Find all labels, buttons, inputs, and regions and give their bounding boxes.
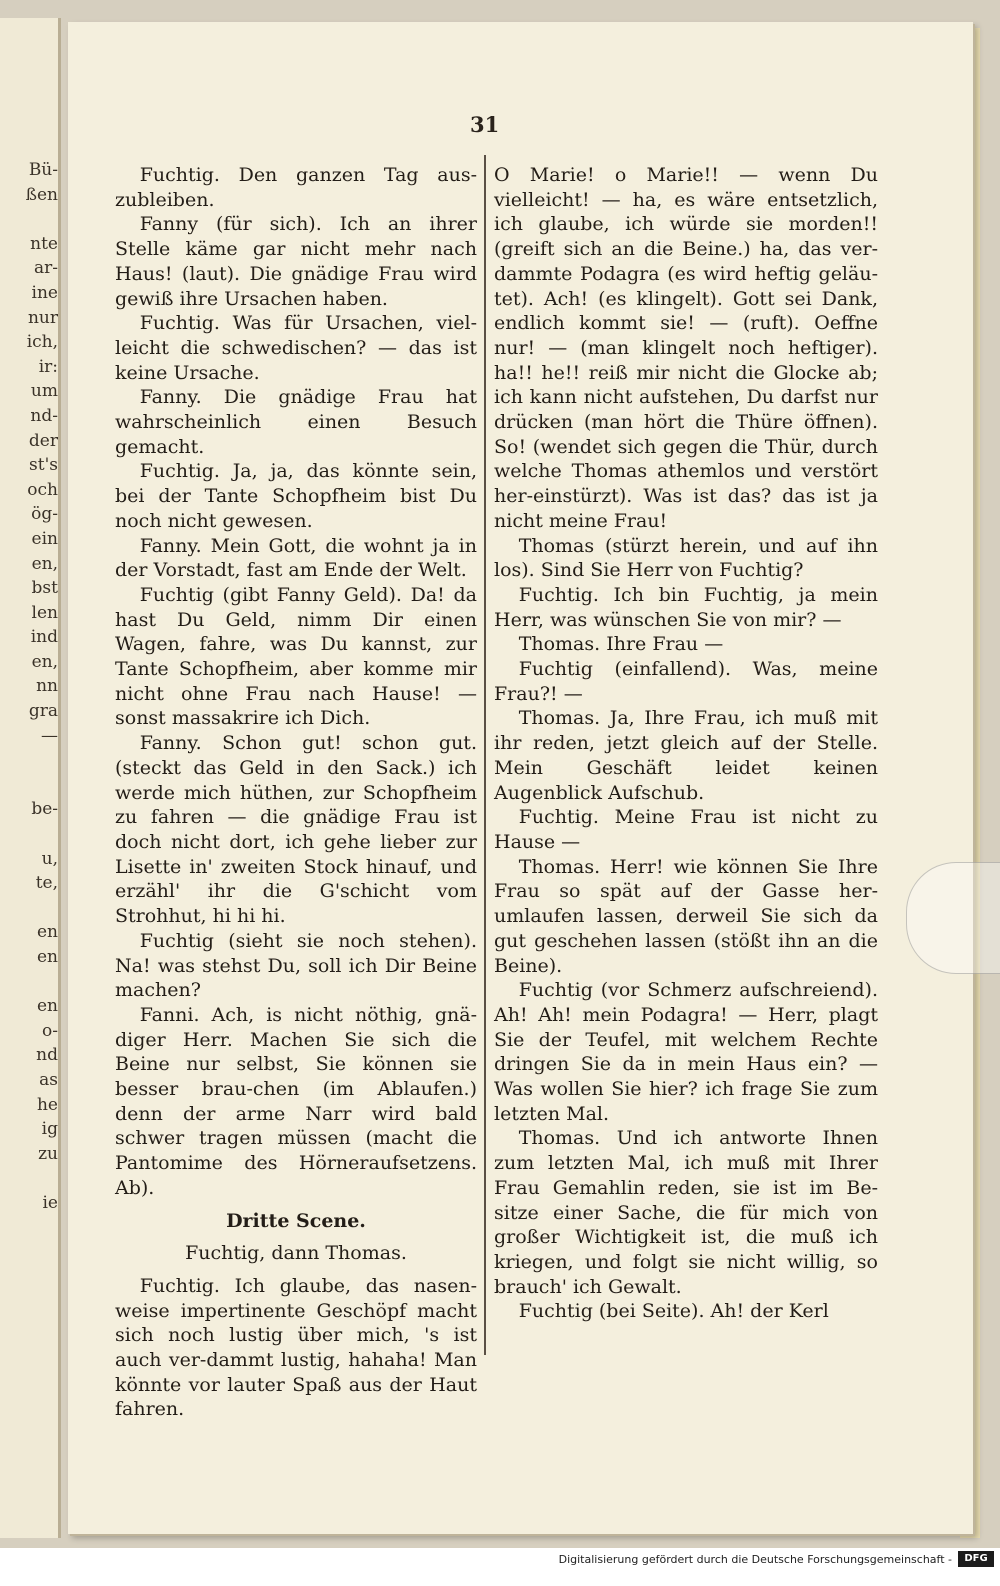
facing-page-fragment: nur (27, 307, 58, 328)
paragraph: Thomas. Ihre Frau — (518, 633, 724, 656)
paragraph: Fuchtig. Den ganzen Tag aus-zubleiben. (115, 164, 477, 211)
facing-page-fragment: gra (28, 701, 58, 722)
page-number: 31 (470, 112, 500, 137)
facing-page-fragment: nd- (30, 405, 58, 426)
right-column (494, 163, 878, 1324)
paragraph: Fuchtig (einfallend). Was, meine Frau?! — (494, 658, 878, 705)
paragraph: Fuchtig (vor Schmerz aufschreiend). Ah! Ah! mein Podagra! — Herr, plagt Sie der Teufel, mit welchem Rechte dringen Sie da in mein Haus ein? — Was wollen Sie hier? ich frage Sie zum letzten Mal. (494, 979, 878, 1125)
paragraph: Fuchtig (bei Seite). Ah! der Kerl (518, 1300, 829, 1323)
facing-page-fragment: en, (31, 553, 58, 574)
paragraph: Fuchtig. Ja, ja, das könnte sein, bei der Tante Schopfheim bist Du noch nicht gewesen. (115, 460, 477, 532)
facing-page-fragment: ög- (31, 504, 58, 525)
facing-page-fragment: en (36, 922, 58, 943)
facing-page-fragment: ig (41, 1119, 58, 1140)
right-column-paragraphs (494, 163, 878, 1324)
facing-page-text (2, 158, 58, 1216)
facing-page-fragment: och (27, 479, 58, 500)
facing-page-fragment (2, 748, 58, 773)
paragraph: Thomas. Und ich antworte Ihnen zum letzten Mal, ich muß mit Ihrer Frau Gemahlin reden, sie ist im Be-sitze einer Sache, die für mich von großer Wichtigkeit ist, die muß ich kriegen, und folgt sie nicht willig, so brauch' ich Gewalt. (494, 1127, 878, 1298)
facing-page-fragment (2, 1166, 58, 1191)
facing-page-fragment: he (36, 1094, 58, 1115)
scene-title: Dritte Scene. (226, 1209, 366, 1232)
facing-page-fragment: zu (38, 1143, 58, 1164)
facing-page-fragment: nte (30, 233, 58, 254)
left-column-paragraphs (115, 163, 477, 1201)
facing-page-edge (0, 18, 61, 1538)
paragraph: Thomas. Ja, Ihre Frau, ich muß mit ihr reden, jetzt gleich auf der Stelle. Mein Geschäft leidet keinen Augenblick Aufschub. (494, 707, 878, 804)
facing-page-fragment: — (41, 725, 58, 746)
facing-page-fragment (2, 896, 58, 921)
facing-page-fragment (2, 773, 58, 798)
dfg-logo: DFG (958, 1551, 994, 1567)
facing-page-fragment: nd (36, 1045, 58, 1066)
paragraph: Fuchtig. Ich bin Fuchtig, ja mein Herr, was wünschen Sie von mir? — (494, 583, 878, 631)
facing-page-fragment (2, 822, 58, 847)
thumb-shadow (906, 862, 1000, 974)
facing-page-fragment: der (28, 430, 58, 451)
paragraph: Fuchtig (gibt Fanny Geld). Da! da hast Du Geld, nimm Dir einen Wagen, fahre, was Du kannst, zur Tante Schopfheim, aber komme mir nicht ohne Frau nach Hause! — sonst massakrire ich Dich. (115, 583, 477, 730)
footer-credit: Digitalisierung gefördert durch die Deutsche Forschungsgemeinschaft - (558, 1553, 952, 1566)
facing-page-fragment: ein (31, 528, 58, 549)
facing-page-fragment: ar- (33, 258, 58, 279)
scene-cast: Fuchtig, dann Thomas. (185, 1242, 407, 1265)
column-divider (484, 155, 486, 1355)
paragraph: Fuchtig (sieht sie noch stehen). Na! was stehst Du, soll ich Dir Beine machen? (115, 929, 477, 1002)
facing-page-fragment: o- (42, 1020, 58, 1041)
paragraph: Fanny. Schon gut! schon gut. (steckt das Geld in den Sack.) ich werde mich hüthen, zur Schopfheim zu fahren — die gnädige Frau ist doch nicht dort, ich gehe lieber zur Lisette in' zweiten Stock hinauf, und erzähl' ihr die G'schicht vom Strohhut, hi hi hi. (115, 732, 477, 928)
paragraph: O Marie! o Marie!! — wenn Du vielleicht! — ha, es wäre entsetzlich, ich glaube, ich würde sie morden!! (greift sich an die Beine.) ha, das ver-dammte Podagra (es wird heftig geläu-tet). Ach! (es klingelt). Gott sei Dank, endlich kommt sie! — (ruft). Oeffne nur! — (man klingelt noch heftiger). ha!! he!! reiß mir nicht die Glocke ab; ich kann nicht aufstehen, Du darfst nur drücken (man hört die Thüre öffnen). So! (wendet sich gegen die Thür, durch welche Thomas athemlos und verstört her-einstürzt). Was ist das? das ist ja nicht meine Frau! (494, 164, 878, 532)
facing-page-fragment: ich, (26, 332, 58, 353)
paragraph: Fuchtig. Was für Ursachen, viel-leicht die schwedischen? — das ist keine Ursache. (115, 312, 477, 384)
paragraph: Fanni. Ach, is nicht nöthig, gnä-diger Herr. Machen Sie sich die Beine nur selbst, Sie können sie besser brau-chen (im Ablaufen.) denn der arme Narr wird bald schwer tragen müssen (macht die Pantomime des Hörneraufsetzens. Ab). (115, 1003, 477, 1199)
paragraph: Fanny (für sich). Ich an ihrer Stelle käme gar nicht mehr nach Haus! (laut). Die gnädige Frau wird gewiß ihre Ursachen haben. (115, 213, 477, 310)
facing-page-fragment: st's (29, 455, 58, 476)
facing-page-fragment: u, (41, 848, 58, 869)
paragraph: Fanny. Die gnädige Frau hat wahrscheinlich einen Besuch gemacht. (115, 386, 477, 458)
facing-page-fragment: en (36, 996, 58, 1017)
facing-page-fragment: en, (31, 651, 58, 672)
facing-page-fragment: Bü- (28, 160, 58, 180)
paragraph: Fuchtig. Meine Frau ist nicht zu Hause — (494, 806, 878, 853)
facing-page-fragment: ind (30, 627, 58, 648)
facing-page-fragment (2, 970, 58, 995)
facing-page-fragment: ine (31, 282, 58, 303)
facing-page-fragment: ie (42, 1192, 58, 1213)
facing-page-fragment: te, (35, 873, 58, 894)
facing-page-fragment: ir: (38, 356, 58, 377)
facing-page-fragment (2, 207, 58, 232)
left-column-paragraphs-after (115, 1274, 477, 1422)
paragraph: Fanny. Mein Gott, die wohnt ja in der Vorstadt, fast am Ende der Welt. (115, 534, 477, 582)
facing-page-fragment: nn (36, 676, 58, 697)
left-column (115, 163, 477, 1422)
facing-page-fragment: len (31, 602, 58, 623)
paragraph: Thomas. Herr! wie können Sie Ihre Frau so spät auf der Gasse her-umlaufen lassen, derweil Sie sich da gut geschehen lassen (stößt ihn an die Beine). (494, 855, 878, 977)
paragraph: Thomas (stürzt herein, und auf ihn los). Sind Sie Herr von Fuchtig? (494, 534, 878, 582)
facing-page-fragment: ßen (25, 184, 58, 205)
facing-page-fragment: en (36, 947, 58, 967)
facing-page-fragment: um (30, 381, 58, 402)
facing-page-fragment: be- (31, 799, 58, 820)
facing-page-fragment: as (39, 1069, 58, 1090)
paragraph: Fuchtig. Ich glaube, das nasen-weise impertinente Geschöpf macht sich noch lustig über mich, 's ist auch ver-dammt lustig, hahaha! Man könnte vor lauter Spaß aus der Haut fahren. (115, 1274, 477, 1421)
facing-page-fragment: bst (31, 578, 58, 599)
